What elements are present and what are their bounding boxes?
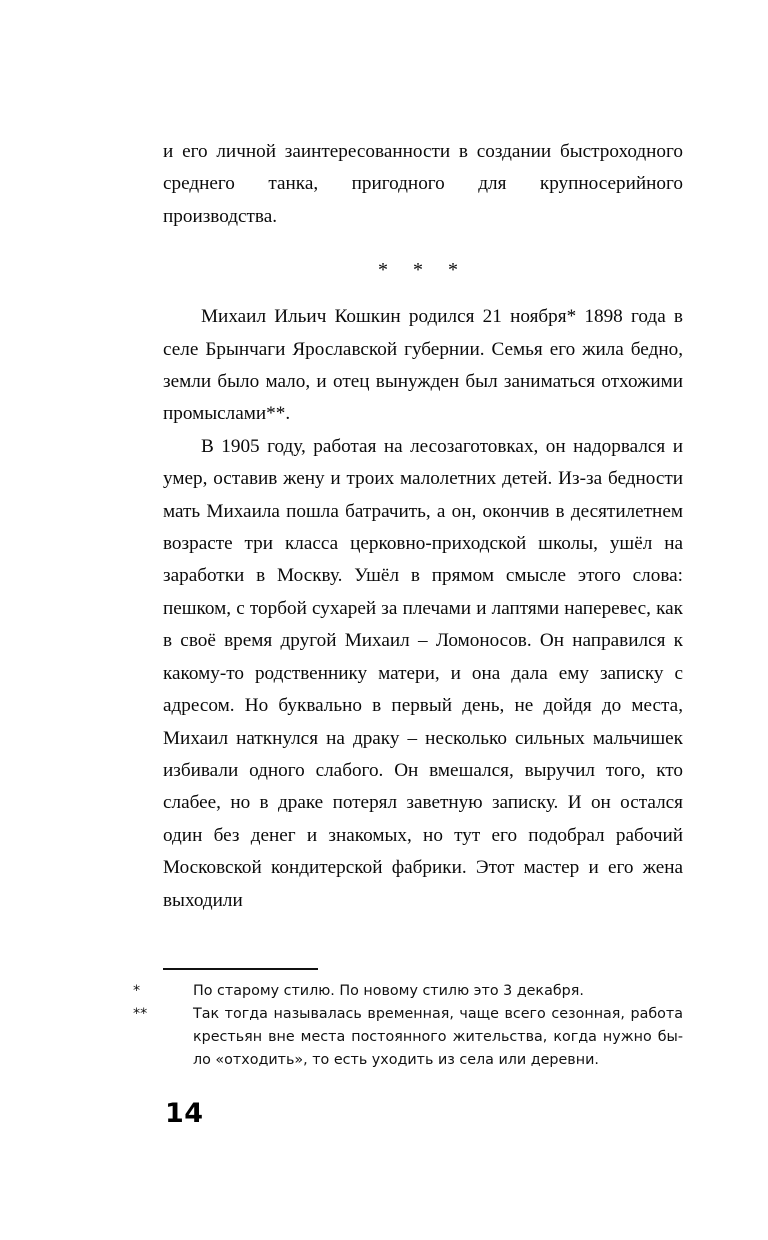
main-text-column xyxy=(163,136,683,917)
footnote-2-text: Так тогда называлась временная, чаще всего сезонная, работа крестьян вне места постоянного жительства, когда нужно было «отходить», то есть уходить из села или деревни. xyxy=(193,1006,683,1068)
footnote-block xyxy=(133,968,683,1072)
footnote-1 xyxy=(133,980,683,1003)
footnote-separator-rule xyxy=(163,968,318,970)
paragraph-birth: Михаил Ильич Кошкин родился 21 ноября* 1898 года в селе Брынчаги Ярославской губернии. Семья его жила бедно, земли было мало, и отец вынужден был заниматься отхожими промыслами**. xyxy=(163,306,683,425)
page-number: 14 xyxy=(165,1098,204,1129)
section-divider: * * * xyxy=(378,259,468,282)
footnote-1-marker: * xyxy=(133,983,141,999)
footnote-2-marker: ** xyxy=(133,1006,148,1022)
footnote-2 xyxy=(133,1003,683,1072)
footnote-1-text: По старому стилю. По новому стилю это 3 декабря. xyxy=(193,983,584,999)
paragraph-continuation: и его личной заинтересованности в создании быстроходного среднего танка, пригодного для крупносерийного производства. xyxy=(163,141,683,227)
paragraph-year-1905: В 1905 году, работая на лесозаготовках, он надорвался и умер, оставив жену и троих малолетних детей. Из-за бедности мать Михаила пошла батрачить, а он, окончив в десятилетнем возрасте три класса церковно-приходской школы, ушёл на заработки в Москву. Ушёл в прямом смысле этого слова: пешком, с торбой сухарей за плечами и лаптями наперевес, как в своё время другой Михаил – Ломоносов. Он направился к какому-то родственнику матери, и она дала ему записку с адресом. Но буквально в первый день, не дойдя до места, Михаил наткнулся на драку – несколько сильных мальчишек избивали одного слабого. Он вмешался, выручил того, кто слабее, но в драке потерял заветную записку. И он остался один без денег и знакомых, но тут его подобрал рабочий Московской кондитерской фабрики. Этот мастер и его жена выходили xyxy=(163,435,683,911)
